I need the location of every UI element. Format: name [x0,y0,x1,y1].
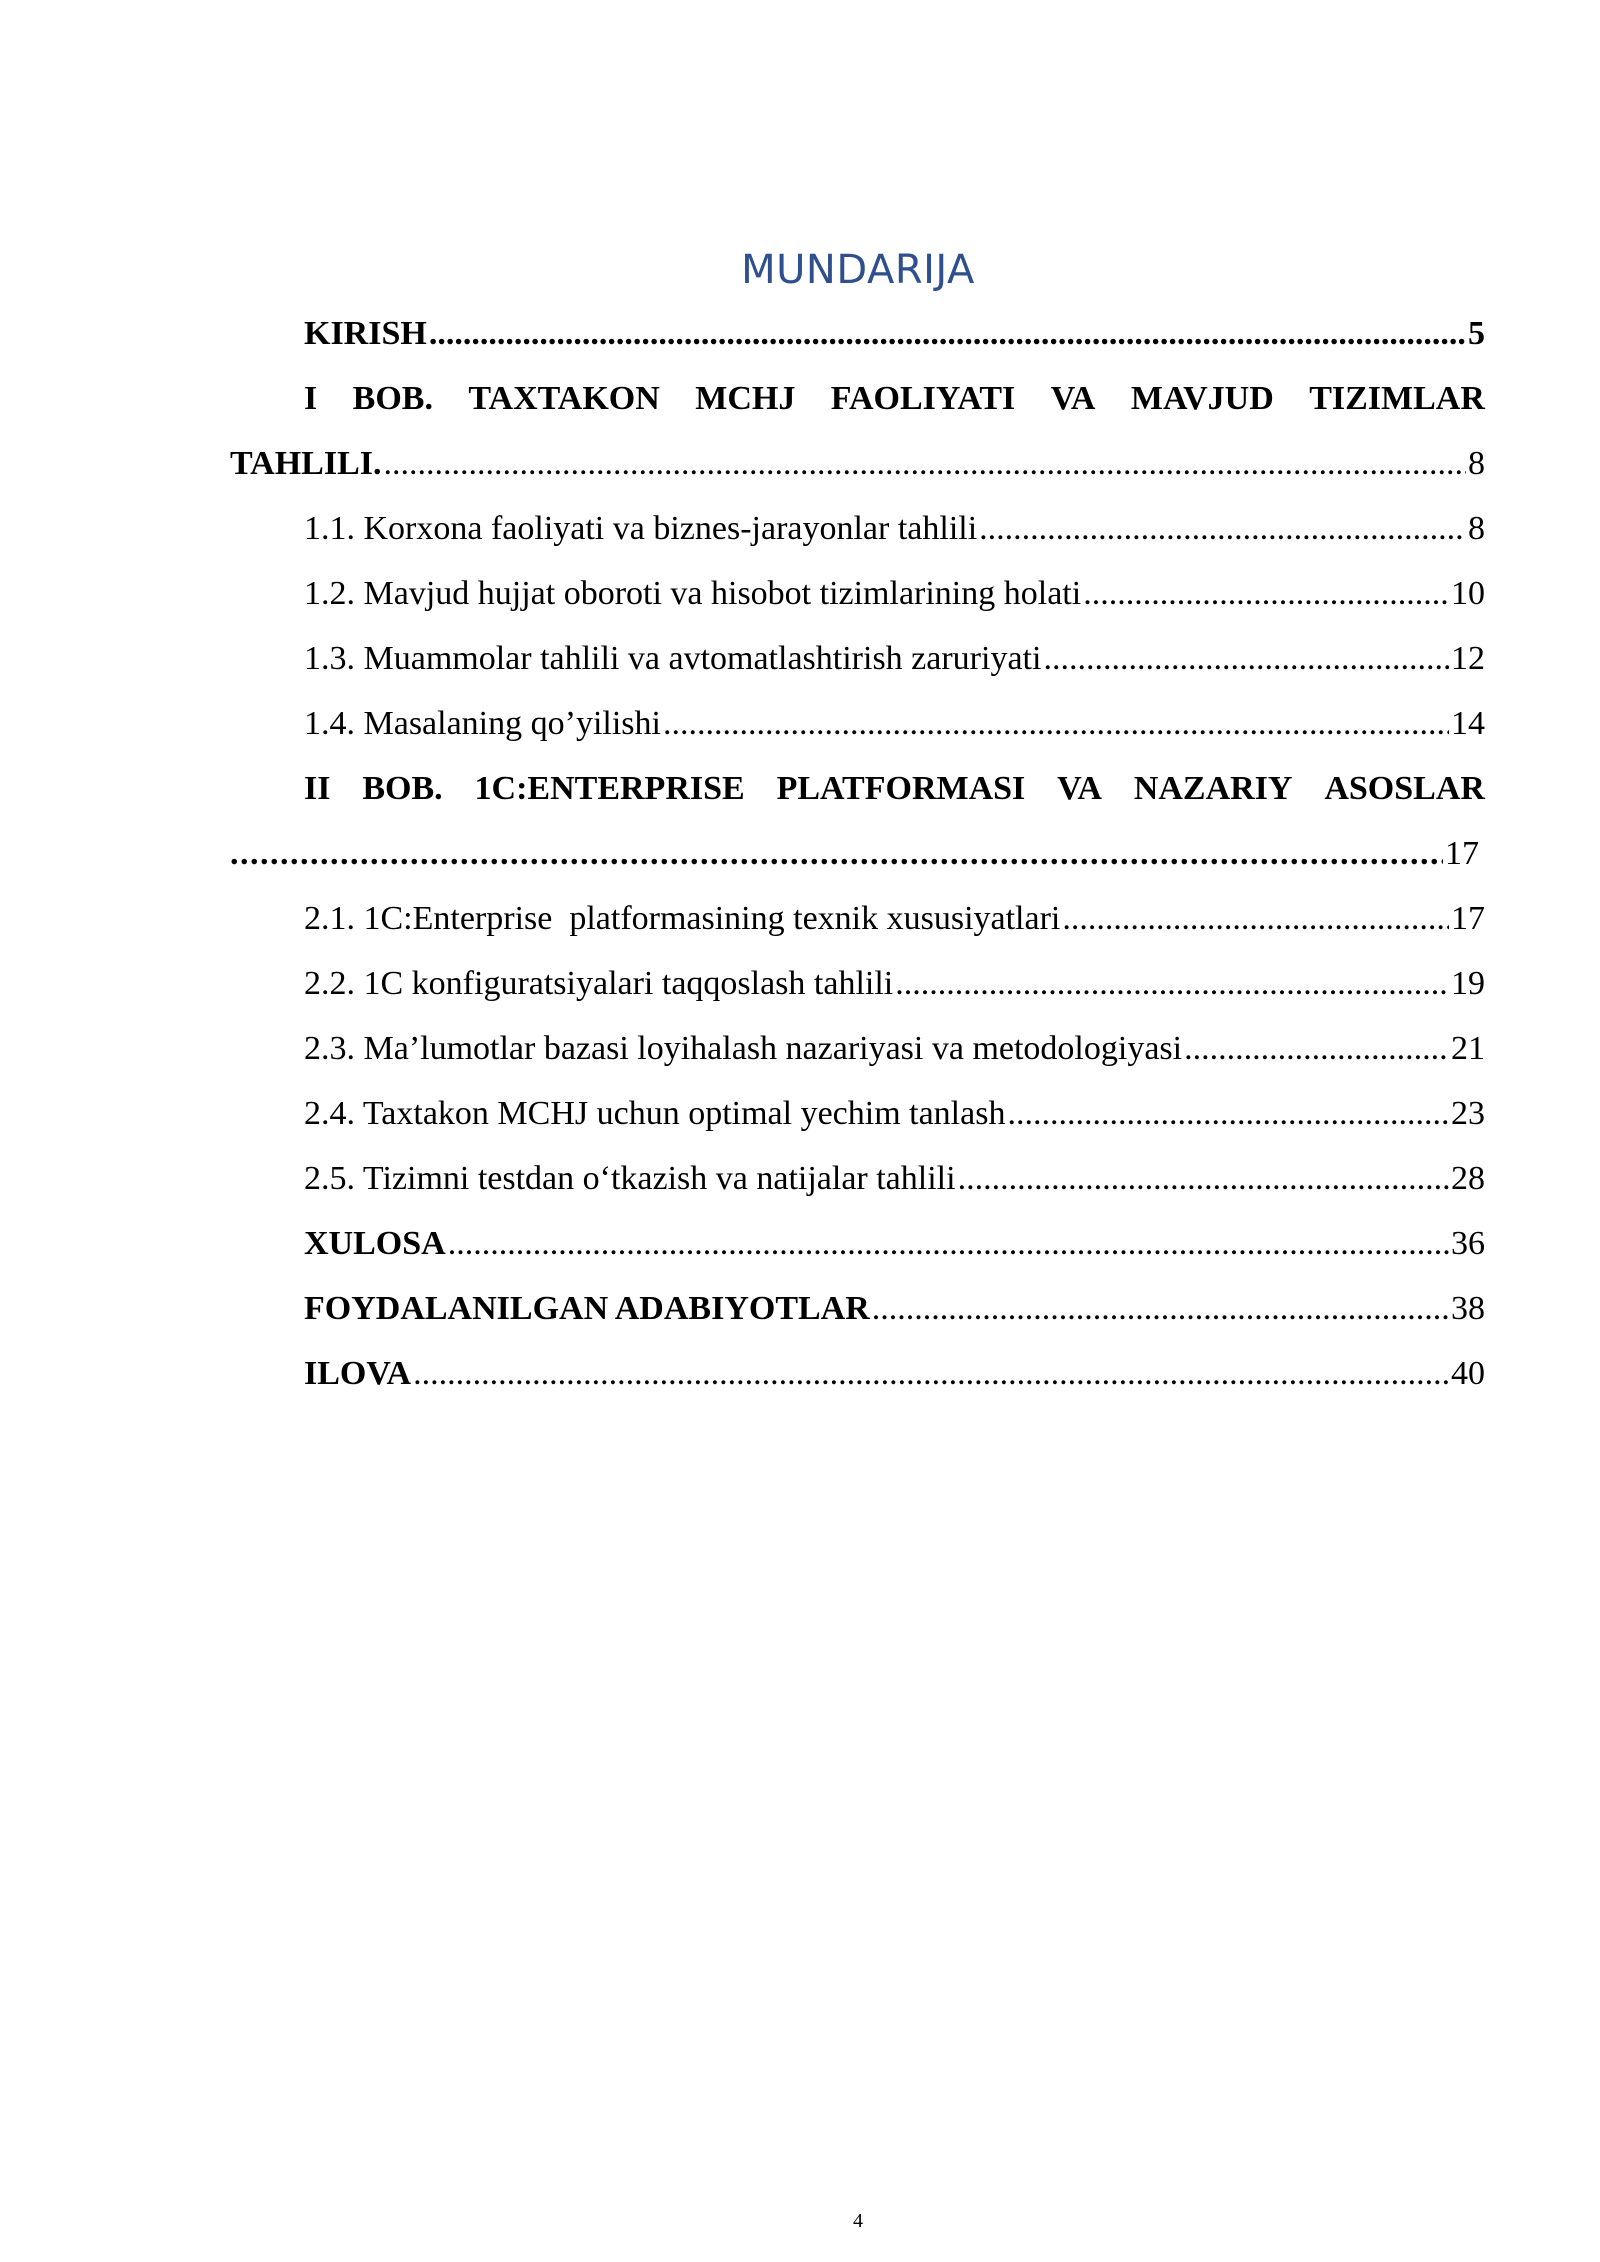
heading-word: NAZARIY [1133,770,1293,807]
toc-entry-label: 2.1. 1C:Enterprise platformasining texnik xususiyatlari [304,900,1061,937]
toc-entry-page: 36 [1451,1225,1485,1262]
toc-entry-xulosa[interactable] [230,1220,1485,1285]
heading-word: VA [1057,770,1102,807]
heading-word: I [304,380,318,417]
dot-leader [1007,1090,1449,1138]
heading-word: BOB. [362,770,443,807]
toc-entry-adabiyotlar[interactable] [230,1285,1485,1350]
toc-entry-page: 17 [1451,900,1485,937]
dot-leader [1184,1025,1449,1073]
dot-leader [958,1155,1449,1203]
heading-word: BOB. [352,380,433,417]
heading-word: FAOLIYATI [830,380,1016,417]
toc-entry-kirish[interactable] [230,310,1485,375]
toc-entry-label: 2.4. Taxtakon MCHJ uchun optimal yechim tanlash [304,1095,1006,1132]
toc-entry-label: ILOVA [304,1355,412,1392]
toc-entry-page: 8 [1468,445,1485,482]
heading-word: TIZIMLAR [1309,380,1485,417]
toc-entry-1-2[interactable] [230,570,1485,635]
toc-entry-label: 1.1. Korxona faoliyati va biznes-jarayonlar tahlili [304,510,978,547]
toc-entry-page: 14 [1451,705,1485,742]
heading-word: VA [1050,380,1096,417]
toc-entry-2-1[interactable] [230,895,1485,960]
toc-entry-page: 5 [1468,315,1485,352]
toc-entry-label: TAHLILI. [230,445,382,482]
heading-word: PLATFORMASI [776,770,1026,807]
toc-entry-bob1-heading[interactable] [230,375,1485,440]
toc-entry-label: 2.3. Ma’lumotlar bazasi loyihalash nazariyasi va metodologiyasi [304,1030,1183,1067]
dot-leader [979,505,1466,553]
toc-entry-1-1[interactable] [230,505,1485,570]
dot-leader [413,1350,1449,1398]
toc-entry-1-4[interactable] [230,700,1485,765]
toc-entry-label: 1.2. Mavjud hujjat oboroti va hisobot tizimlarining holati [304,575,1082,612]
dot-leader [895,960,1449,1008]
dot-leader [872,1285,1449,1333]
toc-entry-2-3[interactable] [230,1025,1485,1090]
toc-entry-page: 28 [1451,1160,1485,1197]
toc-entry-1-3[interactable] [230,635,1485,700]
toc-entry-page: 40 [1451,1355,1485,1392]
toc-entry-label: 1.4. Masalaning qo’yilishi [304,705,661,742]
toc-entry-page: 8 [1468,510,1485,547]
page-number: 4 [853,2210,863,2232]
heading-word: ASOSLAR [1324,770,1485,807]
heading-word: TAXTAKON [468,380,660,417]
dot-leader [1043,635,1449,683]
page-title: MUNDARIJA [741,247,975,293]
table-of-contents [230,310,1485,1415]
heading-word: II [304,770,331,807]
toc-entry-page: 19 [1451,965,1485,1002]
toc-entry-label: XULOSA [304,1225,446,1262]
toc-entry-2-2[interactable] [230,960,1485,1025]
toc-entry-page: 38 [1451,1290,1485,1327]
dot-leader [429,310,1466,358]
toc-entry-ilova[interactable] [230,1350,1485,1415]
toc-entry-page: 10 [1451,575,1485,612]
heading-word: MAVJUD [1130,380,1274,417]
toc-entry-label: FOYDALANILGAN ADABIYOTLAR [304,1290,870,1327]
heading-word: MCHJ [695,380,796,417]
toc-entry-bob1-cont[interactable] [230,440,1485,505]
toc-entry-2-4[interactable] [230,1090,1485,1155]
dot-leader [663,700,1449,748]
dot-leader [230,830,1443,878]
toc-entry-page: 17 [1445,835,1479,872]
toc-entry-page: 21 [1451,1030,1485,1067]
dot-leader [383,440,1466,488]
toc-entry-label: 2.5. Tizimni testdan o‘tkazish va natijalar tahlili [304,1160,956,1197]
toc-entry-label: KIRISH [304,315,427,352]
toc-entry-page: 12 [1451,640,1485,677]
toc-entry-bob2-heading[interactable] [230,765,1485,830]
toc-entry-2-5[interactable] [230,1155,1485,1220]
dot-leader [1062,895,1449,943]
toc-entry-page: 23 [1451,1095,1485,1132]
toc-entry-bob2-cont[interactable] [230,830,1485,895]
dot-leader [448,1220,1449,1268]
heading-word: 1C:ENTERPRISE [474,770,745,807]
dot-leader [1083,570,1449,618]
toc-entry-label: 2.2. 1C konfiguratsiyalari taqqoslash tahlili [304,965,894,1002]
toc-entry-label: 1.3. Muammolar tahlili va avtomatlashtirish zaruriyati [304,640,1042,677]
